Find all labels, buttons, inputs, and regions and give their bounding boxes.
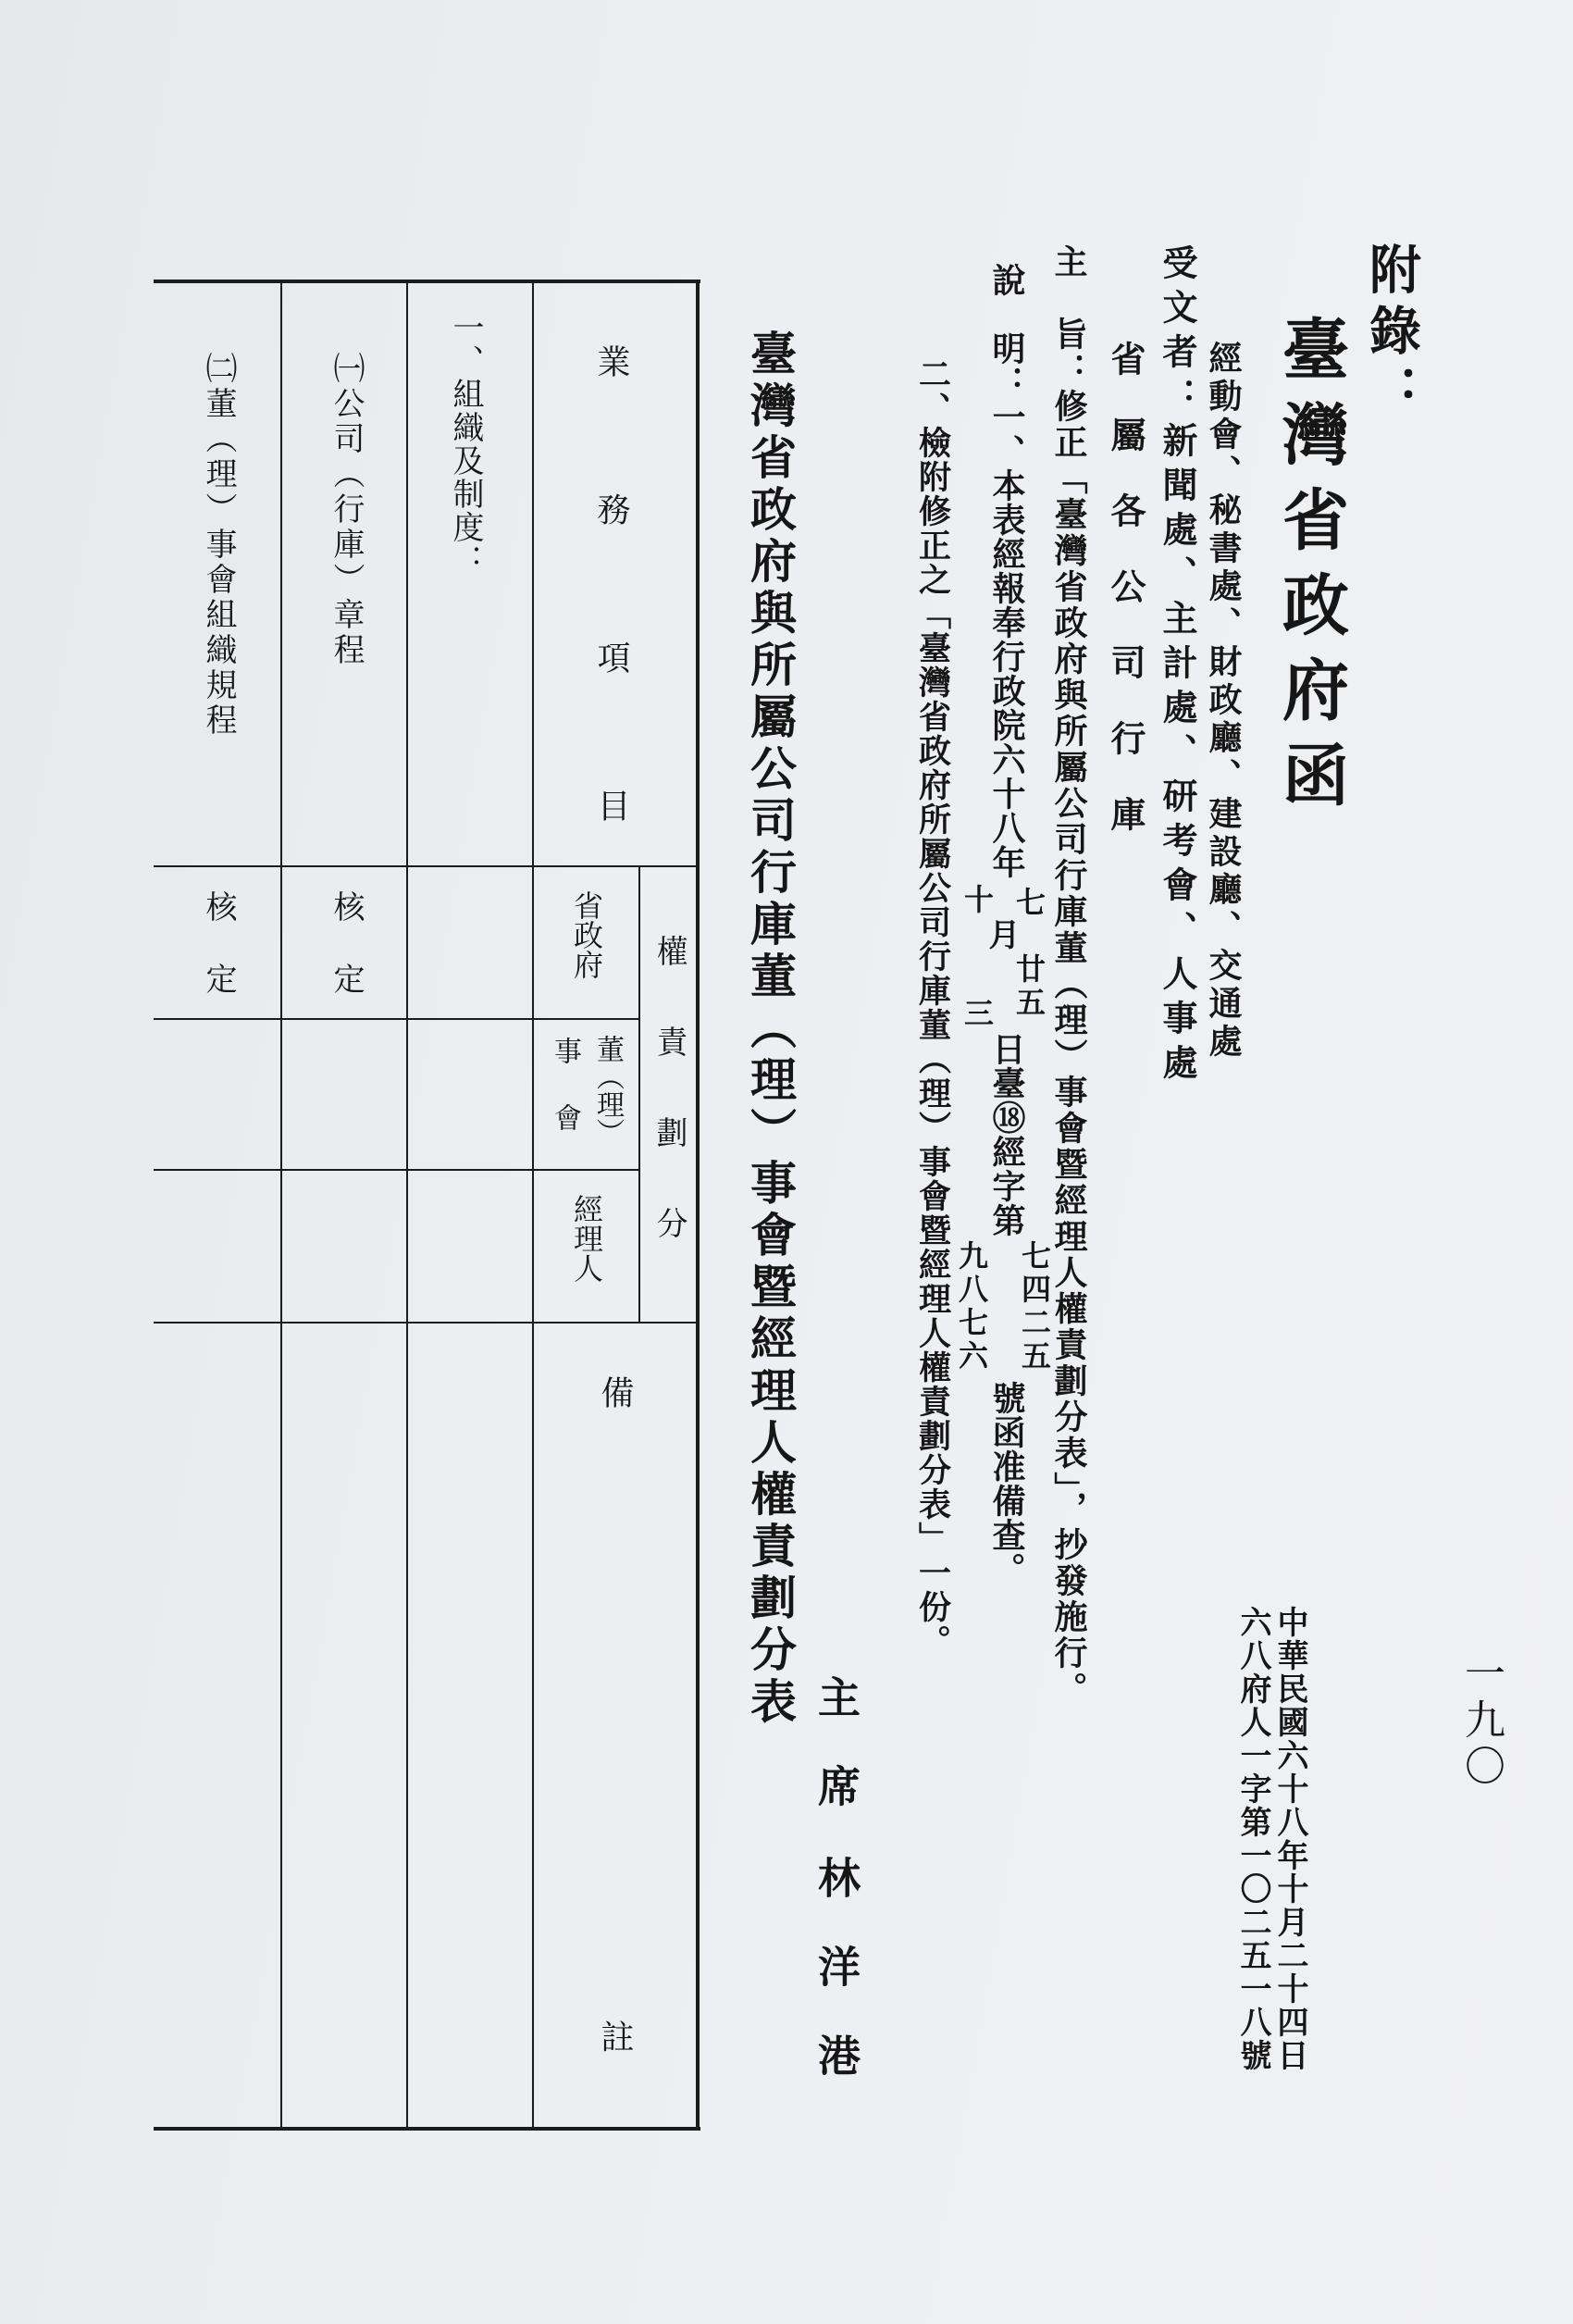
header-province: 省政府 — [569, 890, 604, 979]
explanation-mid: 日臺⑱經字第 — [987, 1032, 1026, 1237]
row-item: ㈠公司（行庫）章程 — [328, 352, 365, 668]
explanation-prefix: 說 明：一、本表經報奉行政院六十八年 — [987, 263, 1026, 879]
recipients-cc-line: 經動會、秘書處、財政廳、建設廳、交通處 — [1204, 341, 1243, 1062]
row-province-authority: 核定 — [200, 890, 237, 1035]
header-board-a: 董（理） — [591, 1035, 624, 1146]
row-divider — [154, 1322, 698, 1324]
header-authority: 權責劃分 — [650, 935, 687, 1298]
recipients-main-line: 受文者：新聞處、主計處、研考會、人事處 — [1157, 244, 1198, 1088]
subject-line: 主 旨：修正「臺灣省政府與所屬公司行庫董（理）事會暨經理人權責劃分表」，抄發施行。 — [1049, 244, 1088, 1708]
column-divider — [532, 281, 534, 2129]
header-manager: 經理人 — [569, 1194, 604, 1283]
column-divider — [280, 281, 282, 2129]
column-divider — [406, 281, 408, 2129]
appendix-label: 附錄： — [1361, 242, 1422, 426]
column-divider — [638, 866, 640, 1324]
explanation-month-a: 七 — [1011, 887, 1047, 916]
header-note-bottom: 註 — [596, 2020, 634, 2053]
explanation-day-a: 廿五 — [1011, 953, 1047, 1020]
header-note-top: 備 — [596, 1375, 634, 1409]
header-business-item: 業務項目 — [592, 344, 630, 937]
table-top-border — [154, 280, 700, 283]
document-number: 六八府人一字第一〇二五一八號 — [1234, 1606, 1271, 2072]
table-title: 臺灣省政府與所屬公司行庫董（理）事會暨經理人權責劃分表 — [743, 329, 798, 1729]
explanation-suffix: 號函准備查。 — [987, 1381, 1026, 1586]
header-board-b: 事會 — [549, 1037, 581, 1170]
row-province-authority: 核定 — [328, 890, 365, 1035]
explanation-item-2: 二、檢附修正之「臺灣省政府所屬公司行庫董（理）事會暨經理人權責劃分表」一份。 — [913, 357, 952, 1659]
signature-name: 林洋港 — [811, 1856, 861, 2122]
page-number: 一九〇 — [1457, 1652, 1505, 1791]
letter-title: 臺灣省政府函 — [1271, 315, 1350, 826]
letter-date: 中華民國六十八年十月二十四日 — [1271, 1606, 1308, 2072]
row-item: ㈡董（理）事會組織規程 — [200, 352, 237, 739]
explanation-month-b: 十 — [960, 884, 995, 913]
row-item: 一、組織及制度： — [447, 311, 484, 578]
signature-title: 主席 — [811, 1675, 861, 1853]
table-right-border — [696, 280, 700, 2131]
explanation-month: 月 — [983, 918, 1020, 950]
recipients-sub-line: 省屬各公司行庫 — [1105, 341, 1146, 872]
table-bottom-border — [154, 2127, 700, 2131]
explanation-day-b: 三 — [960, 998, 995, 1027]
explanation-number-b: 九八七六 — [954, 1240, 989, 1373]
explanation-number-a: 七四二五 — [1017, 1240, 1052, 1373]
